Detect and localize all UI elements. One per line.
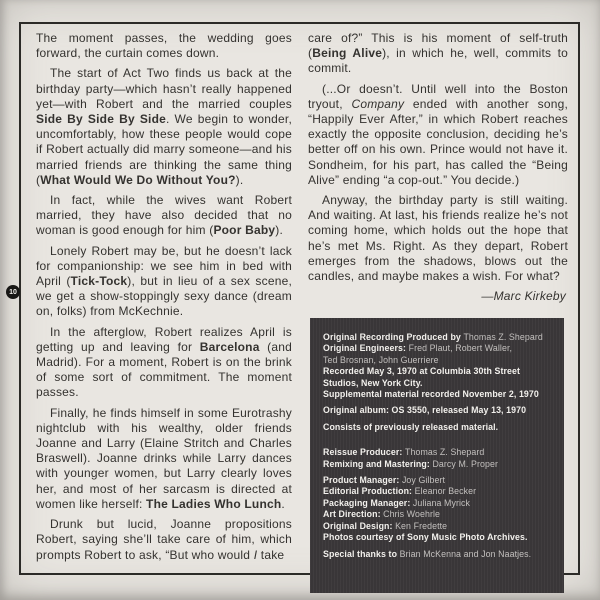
text-run: care of?” This is his moment of self-truth ( (308, 31, 568, 61)
text-run: ), but in lieu of a sex scene, we get a show-stoppingly sexy dance (dream on, folks) from McKechnie. (36, 274, 292, 319)
credit-line (323, 498, 555, 509)
text-run: Finally, he finds himself in some Eurotrashy nightclub with his wealthy, older friends Joanne and Larry (Elaine Stritch and Charles Braswell). Joanne drinks while Larry dances with younger women, but Larry clearly loves her, and most of her sarcasm is directed at women like herself: (36, 405, 292, 511)
text-run: Eleanor Becker (414, 486, 477, 497)
credit-line (323, 405, 555, 416)
text-run: I (253, 547, 258, 562)
text-run: (...Or doesn’t. Until well into the Boston tryout, (308, 81, 568, 111)
text-run: In the afterglow, Robert realizes April is getting up and leaving for (36, 324, 292, 354)
paragraph (36, 66, 292, 188)
text-run: Art Direction: (323, 509, 384, 520)
credit-group (323, 332, 555, 400)
text-run: Remixing and Mastering: (323, 458, 433, 469)
text-run: Original Recording Produced by (323, 332, 464, 342)
credit-line (323, 532, 555, 543)
text-run: Fred Plaut, Robert Waller, (408, 343, 513, 354)
page-number-badge (6, 285, 20, 299)
text-run: Product Manager: (323, 475, 402, 486)
text-run: Tick-Tock (70, 274, 128, 289)
text-run: The moment passes, the wedding goes forward, the curtain comes down. (36, 31, 292, 61)
text-run: (and Madrid). For a moment, Robert is on the brink of some sort of commitment. The moment passes. (36, 339, 292, 400)
text-run: . We begin to wonder, uncomfortably, how these people would cope if Robert actually did marry someone—and his married friends are thinking the same thing ( (36, 112, 292, 187)
paragraph (308, 31, 568, 77)
credit-line (323, 343, 555, 354)
text-run: Anyway, the birthday party is still waiting. And waiting. At last, his friends realize he’s not coming home, which holds out the hope that he’s met Ms. Right. As they depart, Robert emerges from the shadows, blows out the candles, and maybe makes a wish. For what? (308, 193, 568, 284)
credit-line (323, 332, 555, 343)
text-run: Recorded May 3, 1970 at Columbia 30th Street (323, 366, 521, 377)
text-run: Side By Side By Side (36, 112, 166, 127)
credit-group (323, 549, 555, 560)
paragraph (308, 82, 568, 188)
text-run: Ken Fredette (395, 520, 448, 531)
credits-panel (310, 318, 564, 593)
text-run: Being Alive (312, 46, 383, 61)
credit-line (323, 447, 555, 458)
right-column-paragraphs (308, 31, 568, 284)
text-run: Original album: OS 3550, released May 13, 1970 (323, 405, 527, 416)
credit-line (323, 475, 555, 486)
text-run: The Ladies Who Lunch (146, 496, 282, 511)
text-run: Original Engineers: (323, 343, 409, 354)
text-run: Darcy M. Proper (432, 458, 498, 469)
liner-notes-left-column (36, 31, 292, 568)
text-run: Editorial Production: (323, 486, 415, 497)
text-run: Special thanks to (323, 548, 400, 559)
text-run: take (257, 547, 285, 562)
paragraph (308, 193, 568, 284)
text-run: The start of Act Two finds us back at the birthday party—which hasn’t really happened yet—with Robert and the married couples (36, 66, 292, 111)
text-run: . (281, 496, 285, 511)
credit-group (323, 475, 555, 543)
text-run: In fact, while the wives want Robert married, they have also decided that no woman is good enough for him ( (36, 193, 292, 238)
text-run: Brian McKenna and Jon Naatjes. (399, 548, 532, 559)
text-run: Joy Gilbert (401, 475, 446, 486)
text-run: ). (275, 223, 283, 238)
credit-line (323, 422, 555, 433)
text-run: Chris Woehrle (383, 509, 441, 520)
credit-line (323, 459, 555, 470)
text-run: Barcelona (199, 339, 260, 354)
text-run: ended with another song, “Happily Ever After,” in which Robert reaches exactly the opposite conclusion, deciding he’s better off on his own. Prince would not have it. Sondheim, for his part, has called the “Being Alive” ending “a cop-out.” You decide.) (308, 96, 568, 187)
byline: —Marc Kirkeby (481, 289, 566, 304)
text-run: Lonely Robert may be, but he doesn’t lack for companionship: we see him in bed with April ( (36, 243, 292, 289)
text-run: ), in which he, well, commits to commit. (308, 46, 568, 76)
text-run: Thomas Z. Shepard (404, 447, 485, 458)
text-run: Juliana Myrick (412, 497, 471, 508)
text-run: Company (351, 96, 405, 111)
credit-line (323, 366, 555, 377)
credit-line (323, 509, 555, 520)
text-run: Drunk but lucid, Joanne propositions Robert, saying she’ll take care of him, which prompts Robert to ask, “But who would (36, 517, 292, 562)
credit-line (323, 389, 555, 400)
text-run: Original Design: (323, 520, 396, 531)
text-run: Packaging Manager: (323, 497, 413, 508)
paragraph (36, 325, 292, 401)
text-run: ). (235, 172, 244, 187)
text-run: Photos courtesy of Sony Music Photo Archives. (323, 532, 528, 543)
text-run: Poor Baby (213, 223, 276, 238)
text-run: Studios, New York City. (323, 377, 423, 388)
credit-line (323, 355, 555, 366)
credit-group (323, 447, 555, 470)
text-run: Reissue Producer: (323, 447, 405, 458)
credit-line (323, 521, 555, 532)
paragraph (36, 406, 292, 512)
text-run: Ted Brosnan, John Guerriere (323, 354, 439, 365)
credit-group (323, 422, 555, 433)
text-run: Consists of previously released material. (323, 421, 499, 432)
page-number: 10 (9, 288, 17, 296)
paragraph (36, 193, 292, 239)
liner-notes-right-column (308, 31, 568, 304)
text-run: What Would We Do Without You? (40, 172, 236, 187)
paragraph (36, 31, 292, 61)
text-run: Thomas Z. Shepard (463, 332, 543, 342)
paragraph (36, 244, 292, 320)
paragraph (36, 517, 292, 563)
credit-line (323, 486, 555, 497)
credit-line (323, 549, 555, 560)
credit-line (323, 378, 555, 389)
credit-group (323, 405, 555, 416)
text-run: Supplemental material recorded November 2, 1970 (323, 389, 539, 400)
